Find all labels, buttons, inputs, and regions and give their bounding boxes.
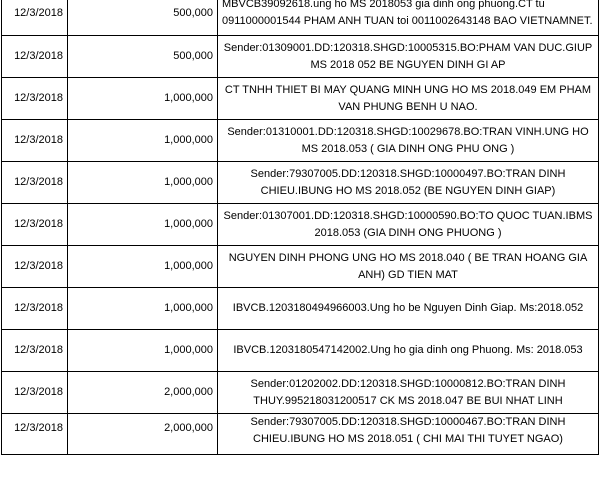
table-row	[2, 0, 599, 36]
amount-cell: 500,000	[68, 36, 218, 78]
table-row	[2, 204, 599, 246]
description-cell: MBVCB39092618.ung ho MS 2018053 gia dinh ong phuong.CT tu 0911000001544 PHAM ANH TUAN toi 0011002643148 BAO VIETNAMNET.	[218, 0, 599, 36]
description-cell: Sender:79307005.DD:120318.SHGD:10000497.BO:TRAN DINH CHIEU.IBUNG HO MS 2018.052 (BE NGUYEN DINH GIAP)	[218, 162, 599, 204]
amount-cell: 1,000,000	[68, 288, 218, 330]
date-cell: 12/3/2018	[2, 162, 68, 204]
date-cell: 12/3/2018	[2, 78, 68, 120]
table-row	[2, 330, 599, 372]
date-cell: 12/3/2018	[2, 414, 68, 455]
amount-cell: 500,000	[68, 0, 218, 36]
table-row	[2, 36, 599, 78]
date-cell: 12/3/2018	[2, 246, 68, 288]
date-cell: 12/3/2018	[2, 0, 68, 36]
amount-cell: 1,000,000	[68, 162, 218, 204]
table-row	[2, 288, 599, 330]
table-row	[2, 78, 599, 120]
date-cell: 12/3/2018	[2, 36, 68, 78]
date-cell: 12/3/2018	[2, 288, 68, 330]
amount-cell: 1,000,000	[68, 204, 218, 246]
donation-ledger-table	[1, 0, 599, 455]
amount-cell: 1,000,000	[68, 330, 218, 372]
description-cell: NGUYEN DINH PHONG UNG HO MS 2018.040 ( BE TRAN HOANG GIA ANH) GD TIEN MAT	[218, 246, 599, 288]
date-cell: 12/3/2018	[2, 120, 68, 162]
description-cell: Sender:01309001.DD:120318.SHGD:10005315.BO:PHAM VAN DUC.GIUP MS 2018 052 BE NGUYEN DINH GI AP	[218, 36, 599, 78]
table-row	[2, 120, 599, 162]
table-row	[2, 414, 599, 455]
amount-cell: 1,000,000	[68, 78, 218, 120]
description-cell: Sender:01307001.DD:120318.SHGD:10000590.BO:TO QUOC TUAN.IBMS 2018.053 (GIA DINH ONG PHUONG )	[218, 204, 599, 246]
date-cell: 12/3/2018	[2, 372, 68, 414]
description-cell: Sender:79307005.DD:120318.SHGD:10000467.BO:TRAN DINH CHIEU.IBUNG HO MS 2018.051 ( CHI MAI THI TUYET NGAO)	[218, 414, 599, 455]
date-cell: 12/3/2018	[2, 204, 68, 246]
table-row	[2, 246, 599, 288]
table-row	[2, 162, 599, 204]
amount-cell: 2,000,000	[68, 414, 218, 455]
description-cell: Sender:01202002.DD:120318.SHGD:10000812.BO:TRAN DINH THUY.995218031200517 CK MS 2018.047 BE BUI NHAT LINH	[218, 372, 599, 414]
description-cell: CT TNHH THIET BI MAY QUANG MINH UNG HO MS 2018.049 EM PHAM VAN PHUNG BENH U NAO.	[218, 78, 599, 120]
date-cell: 12/3/2018	[2, 330, 68, 372]
amount-cell: 1,000,000	[68, 246, 218, 288]
amount-cell: 2,000,000	[68, 372, 218, 414]
amount-cell: 1,000,000	[68, 120, 218, 162]
description-cell: IBVCB.1203180494966003.Ung ho be Nguyen Dinh Giap. Ms:2018.052	[218, 288, 599, 330]
table-row	[2, 372, 599, 414]
description-cell: Sender:01310001.DD:120318.SHGD:10029678.BO:TRAN VINH.UNG HO MS 2018.053 ( GIA DINH ONG PHU ONG )	[218, 120, 599, 162]
description-cell: IBVCB.1203180547142002.Ung ho gia dinh ong Phuong. Ms: 2018.053	[218, 330, 599, 372]
